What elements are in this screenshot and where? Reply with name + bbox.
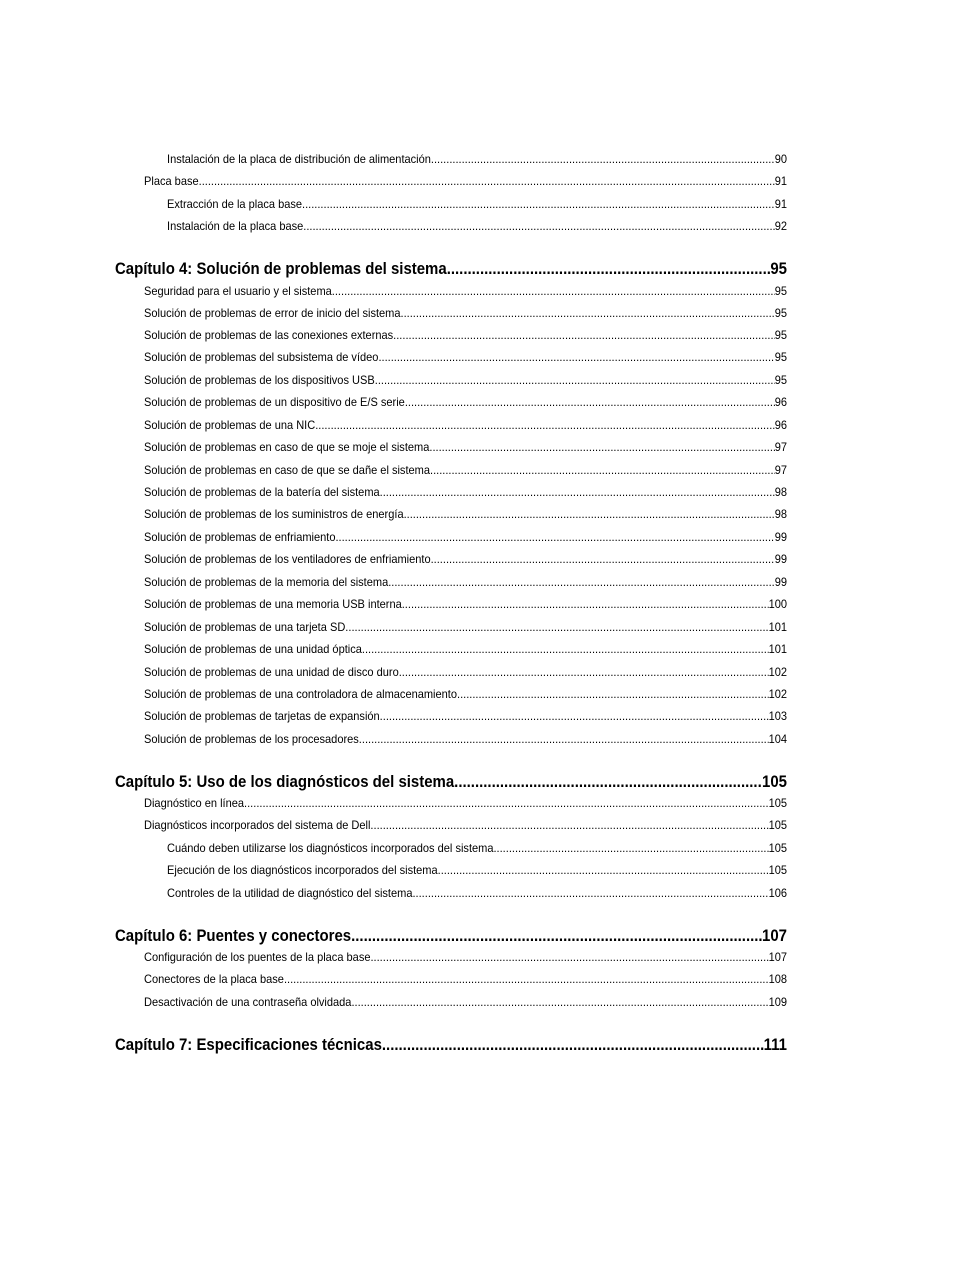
toc-entry-title: Instalación de la placa base: [167, 219, 304, 233]
dot-leader: [457, 687, 769, 701]
toc-entry-page: 95: [774, 284, 787, 298]
toc-entry[interactable]: [167, 197, 787, 211]
dot-leader: [362, 642, 769, 656]
toc-entry-title: Solución de problemas de tarjetas de expansión: [144, 709, 380, 723]
toc-entry-page: 95: [774, 328, 787, 342]
toc-entry-page: 105: [768, 863, 787, 877]
toc-entry-title: Extracción de la placa base: [167, 197, 303, 211]
toc-entry-page: 99: [774, 575, 787, 589]
toc-entry[interactable]: [144, 950, 787, 964]
toc-entry-title: Solución de problemas de una NIC: [144, 418, 316, 432]
dot-leader: [431, 552, 775, 566]
toc-entry-title: Solución de problemas de una unidad de disco duro: [144, 665, 399, 679]
toc-entry[interactable]: [144, 796, 787, 810]
dot-leader: [351, 995, 768, 1009]
toc-entry-page: 95: [770, 259, 787, 278]
dot-leader: [388, 575, 774, 589]
toc-entry-title: Solución de problemas de las conexiones externas: [144, 328, 394, 342]
toc-entry-title: Solución de problemas de una tarjeta SD: [144, 620, 346, 634]
toc-entry-page: 95: [774, 350, 787, 364]
toc-entry[interactable]: [144, 995, 787, 1009]
toc-entry[interactable]: [144, 575, 787, 589]
dot-leader: [405, 395, 775, 409]
dot-leader: [493, 841, 768, 855]
toc-entry[interactable]: [144, 418, 787, 432]
toc-entry-page: 96: [774, 395, 787, 409]
toc-entry-title: Controles de la utilidad de diagnóstico del sistema: [167, 886, 413, 900]
toc-entry-title: Solución de problemas de la memoria del sistema: [144, 575, 389, 589]
toc-entry[interactable]: [144, 552, 787, 566]
toc-entry-title: Solución de problemas de una memoria USB interna: [144, 597, 402, 611]
dot-leader: [244, 796, 769, 810]
toc-entry-page: 106: [768, 886, 787, 900]
toc-entry-title: Capítulo 6: Puentes y conectores: [115, 926, 352, 945]
toc-entry[interactable]: [144, 597, 787, 611]
toc-entry-title: Solución de problemas de enfriamiento: [144, 530, 336, 544]
toc-entry-title: Solución de problemas de los ventiladores de enfriamiento: [144, 552, 431, 566]
dot-leader: [382, 1035, 764, 1055]
dot-leader: [332, 284, 775, 298]
toc-entry-page: 109: [768, 995, 787, 1009]
dot-leader: [401, 306, 775, 320]
toc-entry-page: 99: [774, 552, 787, 566]
toc-entry-title: Ejecución de los diagnósticos incorporados del sistema: [167, 863, 438, 877]
toc-entry[interactable]: [144, 709, 787, 723]
toc-entry-page: 101: [768, 620, 787, 634]
toc-entry-title: Solución de problemas del subsistema de vídeo: [144, 350, 379, 364]
toc-entry[interactable]: [144, 174, 787, 188]
toc-entry[interactable]: [144, 440, 787, 454]
dot-leader: [345, 620, 768, 634]
dot-leader: [199, 174, 775, 188]
toc-entry-title: Diagnóstico en línea: [144, 796, 245, 810]
dot-leader: [412, 886, 768, 900]
toc-entry-title: Solución de problemas de la batería del sistema: [144, 485, 380, 499]
toc-entry[interactable]: [144, 395, 787, 409]
toc-entry-page: 101: [768, 642, 787, 656]
dot-leader: [430, 463, 775, 477]
dot-leader: [370, 950, 768, 964]
dot-leader: [380, 485, 775, 499]
dot-leader: [429, 440, 774, 454]
toc-entry[interactable]: [144, 284, 787, 298]
dot-leader: [315, 418, 774, 432]
toc-entry-title: Solución de problemas en caso de que se moje el sistema: [144, 440, 430, 454]
toc-entry-title: Solución de problemas en caso de que se dañe el sistema: [144, 463, 431, 477]
toc-entry-page: 108: [768, 972, 787, 986]
toc-entry-title: Solución de problemas de una unidad óptica: [144, 642, 362, 656]
toc-entry-page: 105: [768, 841, 787, 855]
toc-entry-title: Configuración de los puentes de la placa base: [144, 950, 371, 964]
toc-entry-title: Desactivación de una contraseña olvidada: [144, 995, 352, 1009]
toc-entry[interactable]: [144, 642, 787, 656]
toc-entry-title: Placa base: [144, 174, 199, 188]
toc-entry[interactable]: [144, 818, 787, 832]
toc-entry-page: 92: [774, 219, 787, 233]
toc-entry-title: Solución de problemas de error de inicio del sistema: [144, 306, 401, 320]
toc-entry-page: 96: [774, 418, 787, 432]
toc-entry[interactable]: [144, 373, 787, 387]
toc-chapter-entry[interactable]: [115, 1035, 787, 1055]
dot-leader: [351, 926, 762, 946]
toc-entry[interactable]: [167, 152, 787, 166]
toc-entry-page: 107: [768, 950, 787, 964]
toc-entry-title: Instalación de la placa de distribución de alimentación: [167, 152, 431, 166]
toc-entry-page: 97: [774, 463, 787, 477]
toc-entry-title: Solución de problemas de una controladora de almacenamiento: [144, 687, 458, 701]
toc-entry[interactable]: [167, 841, 787, 855]
toc-entry-title: Capítulo 4: Solución de problemas del sistema: [115, 259, 447, 278]
toc-entry-title: Diagnósticos incorporados del sistema de Dell: [144, 818, 371, 832]
dot-leader: [438, 863, 769, 877]
toc-entry[interactable]: [144, 350, 787, 364]
dot-leader: [431, 152, 775, 166]
toc-entry[interactable]: [167, 886, 787, 900]
toc-entry-page: 104: [768, 732, 787, 746]
toc-chapter-entry[interactable]: [115, 259, 787, 279]
dot-leader: [404, 507, 775, 521]
toc-entry[interactable]: [167, 863, 787, 877]
toc-entry-title: Solución de problemas de los suministros de energía: [144, 507, 404, 521]
toc-entry[interactable]: [167, 219, 787, 233]
toc-entry[interactable]: [144, 463, 787, 477]
toc-entry[interactable]: [144, 620, 787, 634]
toc-entry-page: 90: [774, 152, 787, 166]
dot-leader: [447, 259, 771, 279]
toc-entry-page: 91: [774, 174, 787, 188]
toc-entry-title: Solución de problemas de los dispositivos USB: [144, 373, 375, 387]
dot-leader: [402, 597, 769, 611]
toc-entry-title: Solución de problemas de los procesadores: [144, 732, 359, 746]
dot-leader: [375, 373, 775, 387]
toc-entry-page: 97: [774, 440, 787, 454]
toc-entry[interactable]: [144, 328, 787, 342]
toc-entry-title: Solución de problemas de un dispositivo de E/S serie: [144, 395, 405, 409]
dot-leader: [359, 732, 769, 746]
toc-entry[interactable]: [144, 306, 787, 320]
toc-entry-page: 99: [774, 530, 787, 544]
toc-entry-page: 102: [768, 665, 787, 679]
dot-leader: [399, 665, 769, 679]
toc-entry-page: 98: [774, 485, 787, 499]
dot-leader: [378, 350, 774, 364]
toc-entry-title: Cuándo deben utilizarse los diagnósticos incorporados del sistema: [167, 841, 494, 855]
dot-leader: [370, 818, 768, 832]
toc-chapter-entry[interactable]: [115, 926, 787, 946]
dot-leader: [303, 219, 774, 233]
toc-entry[interactable]: [144, 507, 787, 521]
dot-leader: [380, 709, 769, 723]
toc-entry-page: 103: [768, 709, 787, 723]
dot-leader: [335, 530, 774, 544]
toc-entry-page: 102: [768, 687, 787, 701]
toc-entry-page: 91: [774, 197, 787, 211]
toc-entry-title: Capítulo 5: Uso de los diagnósticos del sistema: [115, 772, 455, 791]
toc-entry[interactable]: [144, 530, 787, 544]
dot-leader: [302, 197, 775, 211]
dot-leader: [454, 772, 762, 792]
dot-leader: [284, 972, 769, 986]
toc-entry-page: 95: [774, 373, 787, 387]
toc-entry-title: Capítulo 7: Especificaciones técnicas: [115, 1035, 382, 1054]
toc-entry-page: 100: [768, 597, 787, 611]
toc-entry[interactable]: [144, 972, 787, 986]
toc-entry-page: 98: [774, 507, 787, 521]
toc-chapter-entry[interactable]: [115, 772, 787, 792]
toc-entry-page: 105: [768, 796, 787, 810]
toc-entry-page: 105: [768, 818, 787, 832]
toc-entry-page: 105: [762, 772, 787, 791]
toc-entry-title: Seguridad para el usuario y el sistema: [144, 284, 332, 298]
toc-entry-title: Conectores de la placa base: [144, 972, 284, 986]
toc-entry[interactable]: [144, 485, 787, 499]
toc-entry[interactable]: [144, 665, 787, 679]
toc-entry[interactable]: [144, 732, 787, 746]
toc-entry[interactable]: [144, 687, 787, 701]
toc-entry-page: 107: [762, 926, 787, 945]
toc-entry-page: 95: [774, 306, 787, 320]
toc-entry-page: 111: [763, 1035, 787, 1054]
dot-leader: [393, 328, 775, 342]
